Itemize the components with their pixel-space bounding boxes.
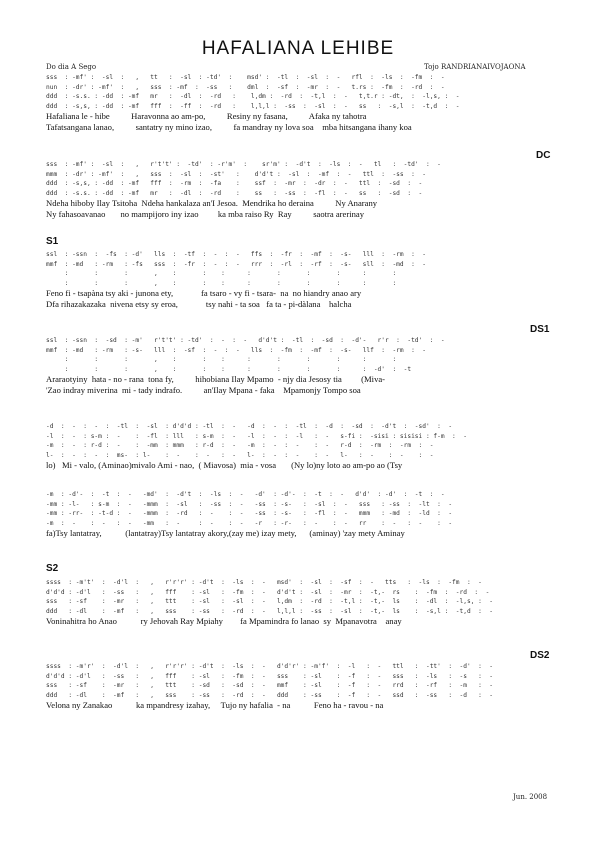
score-system <box>46 578 546 627</box>
lyric-line: Feno fi - tsapàna tsy aki - junona ety, fa tsaro - vy fi - tsara- na no hiandry anao ary <box>46 288 362 298</box>
voice-line: ddd : -s,s, : -dd : -mf fff : -rm : -fa : ssf : -mr : -dr : - ttl : -sd : - <box>46 180 423 187</box>
voice-line: d'd'd : -d'l : -ss : , fff : -sl : -fm : - sss : -sl : -f : - sss : -ls : -s : - <box>46 672 494 680</box>
section-marker: DC <box>536 150 551 161</box>
voice-line: -d : - : - : -tl : -sl : d'd'd : -tl : - -d : - : -tl : -d : -sd : -d't : -sd' : - <box>46 423 453 430</box>
score-system <box>46 160 546 220</box>
voice-line: ssl : -ssn : -sd : -m' r't't' : -td' : - : - d'd't : -tl : -sd : -d'- r'r : -td' : - <box>46 337 445 344</box>
voice-line: sss : -sf : -mr : , ttt : -sl : -sl : - l,dm : -rd : -t,l : -t,- ls : -dl : -l,s, : - <box>46 598 494 605</box>
voice-line: sss : -mf' : -sl : , tt : -sl : -td' : msd' : -tl : -sl : - rfl : -ls : -fm : - <box>46 74 445 81</box>
voice-line: mmm : -dr' : -mf' : , sss : -sl : -st' : d'd't : -sl : -mf : - ttl : -ss : - <box>46 170 426 178</box>
voice-line: nun : -dr' : -mf' : , sss : -mf : -ss : dml : -sf : -mr : - t.rs : -fm : -rd : - <box>46 83 445 91</box>
lyric-line: lo) Mi - valo, (Aminao)mivalo Ami - nao, ( Miavosa) mia - vosa (Ny lo)ny loto ao am-po ao (Tsy <box>46 460 403 470</box>
composer-name: Tojo RANDRIANAIVOJAONA <box>424 63 526 71</box>
voice-line: -mm : -rr- : -t-d : - -mmm : -rd : - : - -ss : -s- : -fl : - mmm : -md : -ld : - <box>46 510 453 517</box>
voice-line: : : : , : : : : : : : : : <box>46 356 397 363</box>
lyric-line: fa)Tsy lantatray, (lantatray)Tsy lantatray akory,(zay me) izay mety, (aminay) 'zay mety Aminay <box>46 528 405 538</box>
voice-line: ddd : -dl : -mf : , sss : -ss : -rd : - ddd : -ss : -f : - ssd : -ss : -d : - <box>46 691 494 699</box>
voice-line: sss : -sf : -mr : , ttt : -sd : -sd : - mmf : -sl : -f : - rrd : -rf : -m : - <box>46 682 494 689</box>
voice-line: : : : , : : : : : : : : : <box>46 270 397 277</box>
lyric-line: Hafaliana le - hibe Haravonna ao am-po, Resiny ny fasana, Afaka ny tahotra <box>46 111 367 121</box>
lyric-line: Tafatsangana lanao, santatry ny mino izao, fa mandray ny lova soa mba hitsangana ihany koa <box>46 122 412 132</box>
voice-line: ddd : -s,s, : -dd : -mf fff : -ff : -rd : l,l,l : -ss : -sl : - ss : -s,l : -t,d : - <box>46 102 460 110</box>
voice-line: -m : - : r-d : - : -mm : mmm : r-d : - -m : - : - : - r-d : -rm : -rm : - <box>46 442 434 449</box>
section-marker: S2 <box>46 563 59 574</box>
score-system <box>46 250 546 310</box>
voice-line: mmf : -md : -rm : -fs sss : -fr : - : - rrr : -rl : -rf : -s- sll : -md : - <box>46 260 426 268</box>
lyric-line: Ny fahasoavanao no mampijoro iny izao ka mba raiso Ry Ray saotra arerinay <box>46 209 365 219</box>
voice-line: sss : -mf' : -sl : , r't't' : -td' : -r'm' : sr'm' : -d't : -ls : - tl : -td' : - <box>46 161 441 168</box>
lyric-line: Velona ny Zanakao ka mpandresy izahay, Tujo ny hafalia - na Feno ha - ravou - na <box>46 700 384 710</box>
section-marker: DS1 <box>530 324 550 335</box>
voice-line: l- : - : - : ms- : l- : - : - : - l- : - : - : - l- : - : - : - <box>46 451 434 459</box>
lyric-line: Araraotyiny hata - no - rana tona fy, hihobiana Ilay Mpamo - njy dia Jesosy tia (Miva- <box>46 374 386 384</box>
voice-line: d'd'd : -d'l : -ss : , fff : -sl : -fm : - d'd't : -sl : -mr : -t,- rs : -fm : -rd : - <box>46 588 490 596</box>
song-title: HAFALIANA LEHIBE <box>201 38 395 59</box>
section-marker: DS2 <box>530 650 550 661</box>
voice-line: ddd : -s.s. : -dd : -mf mr : -dl : -rd : l,dm : -rd : -t,l : - t,t.r : -dt, : -l,s, : - <box>46 93 460 100</box>
section-marker: S1 <box>46 236 59 247</box>
lyric-line: Voninahitra ho Anao ry Jehovah Ray Mpiahy fa Mpamindra fo lanao sy Mpanavotra anay <box>46 616 402 626</box>
voice-line: ddd : -s.s. : -dd : -mf mr : -dl : -rd : ss : -ss : -fl : - ss : -sd : - <box>46 189 423 197</box>
voice-line: -m : - : - : - -mm : - : - : - -r : -r- : - : - rr : - : - : - <box>46 519 453 527</box>
voice-line: -m : -d'- : -t : - -md' : -d't : -ls : - -d' : -d'- : -t : - d'd' : -d' : -t : - <box>46 491 445 498</box>
voice-line: : : : , : : : : : : : : -d' : -t <box>46 365 412 373</box>
voice-line: -mm : -l- : s-m : - -mmm : -sl : -ss : - -ss : -s- : -sl : - sss : -ss : -lt : - <box>46 500 453 508</box>
voice-line: -l : - : s-m : - : -fl : lll : s-m : - -l : - : -l : - s-fi : -sisi : sisisi : f-m : - <box>46 432 467 440</box>
lyric-line: Dfa rihazakazaka nivena etsy sy eroa, tsy nahi - ta soa fa ta - pi-dàlana halcha <box>46 299 352 309</box>
composition-date: Jun. 2008 <box>513 793 548 801</box>
score-system <box>46 422 546 471</box>
voice-line: ddd : -dl : -mf : , sss : -ss : -rd : - l,l,l : -ss : -sl : -t,- ls : -s,l : -t,d : - <box>46 607 494 615</box>
voice-line: mmf : -md : -rm : -s- lll : -sf : - : - lls : -fm : -mf : -s- llf : -rm : - <box>46 346 426 354</box>
score-system <box>46 490 546 539</box>
score-system <box>46 73 546 133</box>
key-signature: Do dia A Sego <box>46 63 97 71</box>
voice-line: ssl : -ssn : -fs : -d' lls : -tf : - : - ffs : -fr : -mf : -s- lll : -rm : - <box>46 251 426 258</box>
voice-line: ssss : -m'r' : -d'l : , r'r'r' : -d't : -ls : - d'd'r' : -m'f' : -l : - ttl : -tt' : -d' : - <box>46 663 494 670</box>
lyric-line: Ndeha hiboby Ilay Tsitoha Ndeha hankalaza an'I Jesoa. Mendrika ho deraina Ny Anarany <box>46 198 378 208</box>
voice-line: : : : , : : : : : : : : : <box>46 279 397 287</box>
score-system <box>46 336 546 396</box>
lyric-line: 'Zao indray miverina mi - tady indrafo. an'Ilay Mpana - faka Mpamonjy Tompo soa <box>46 385 361 395</box>
voice-line: ssss : -m't' : -d'l : , r'r'r' : -d't : -ls : - msd' : -sl : -sf : - tts : -ls : -fm : - <box>46 579 482 586</box>
score-system <box>46 662 546 711</box>
